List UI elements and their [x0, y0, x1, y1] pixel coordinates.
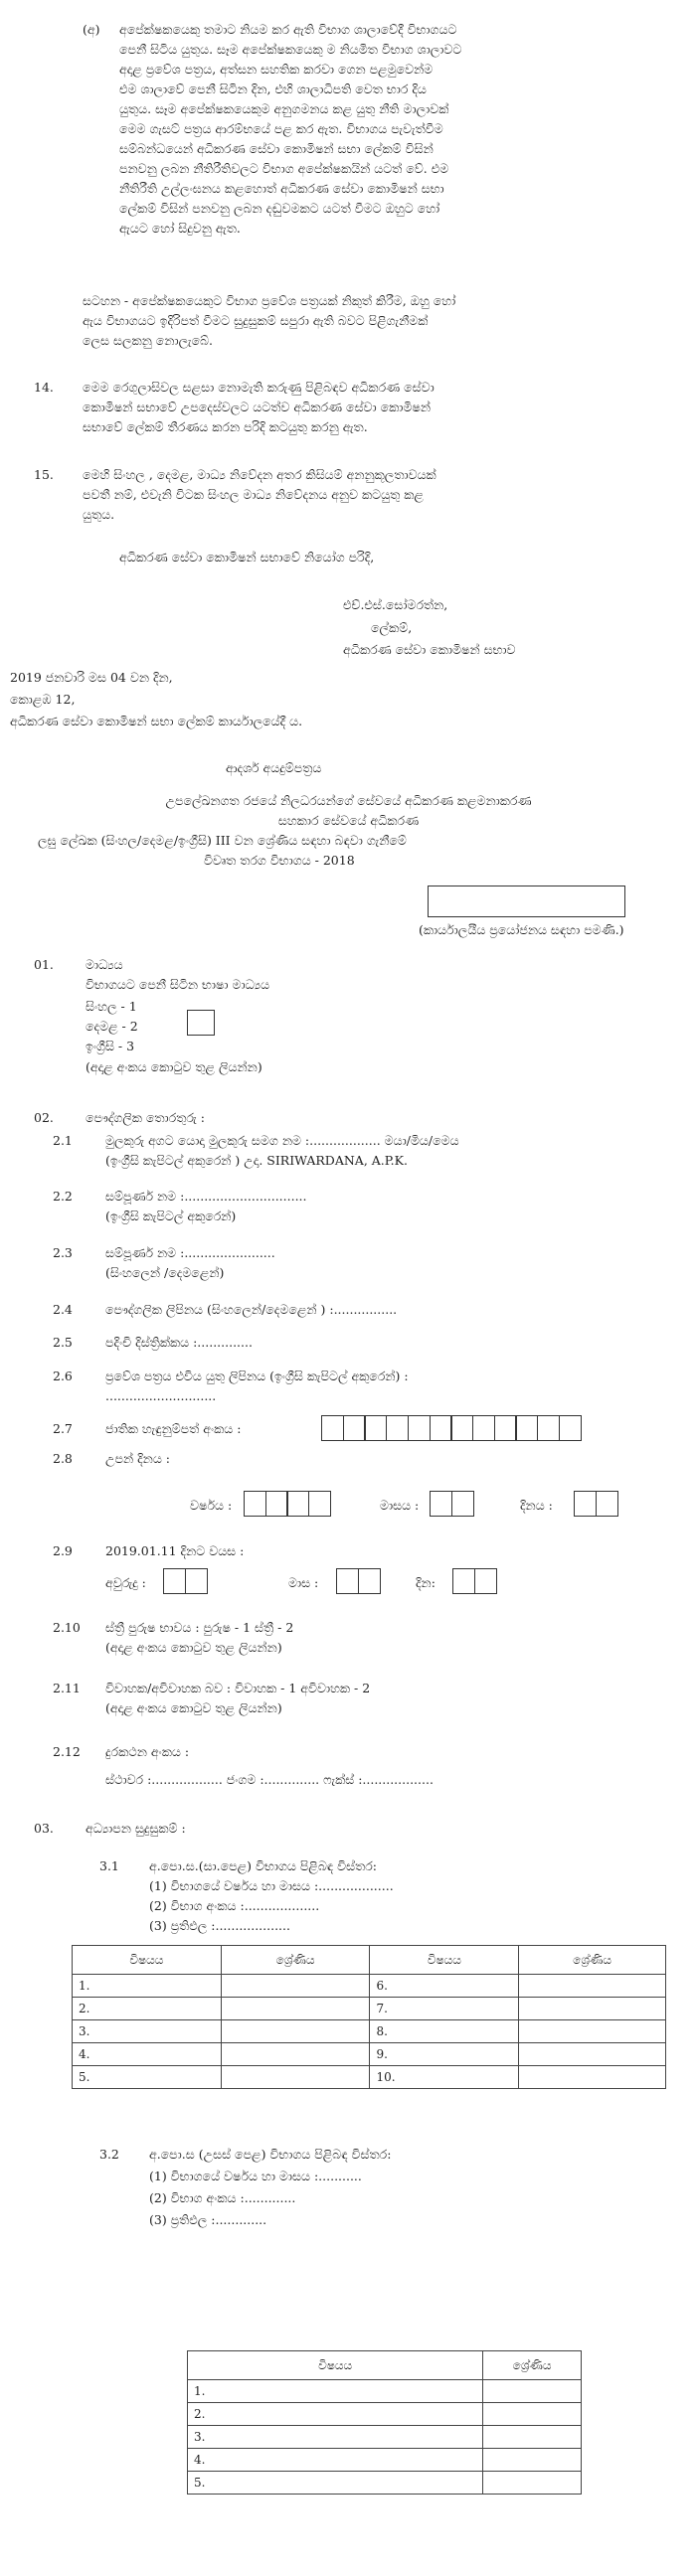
- item-2-8-text: උපන් දිනය :: [105, 1451, 170, 1466]
- item-2-10-text: ස්ත්‍රී පුරුෂ භාවය : පුරුෂ - 1 ස්ත්‍රී - 2: [105, 1620, 294, 1635]
- rule-13-line: පනවනු ලබන නීතිරීතිවලට විභාග අපේක්ෂකයින් යටත් වේ. එම: [119, 161, 449, 176]
- birth-day-boxes[interactable]: [574, 1491, 616, 1517]
- item-3-1-line-3[interactable]: (3) ප්‍රතිඵල :...................: [149, 1918, 290, 1933]
- table-cell[interactable]: [519, 2066, 666, 2089]
- table-row: [73, 1975, 666, 1998]
- rule-15-text: [83, 465, 436, 525]
- table-cell[interactable]: 6.: [370, 1975, 519, 1998]
- signature-office: අධිකරණ සේවා කොමිෂන් සභාව: [343, 642, 516, 657]
- item-2-9-text: 2019.01.11 දිනට වයස :: [105, 1543, 245, 1558]
- column-header: ශ්‍රේණිය: [221, 1946, 370, 1975]
- rule-14-line: සභාවේ ලේකම් තීරණය කරන පරිදි කටයුතු කරනු ඇත.: [83, 419, 368, 434]
- rule-14-text: [83, 378, 435, 437]
- column-header: විෂයය: [73, 1946, 222, 1975]
- item-2-12-text: දුරකථන අංකය :: [105, 1744, 190, 1759]
- item-2-6-text[interactable]: ප්‍රවේශ පත්‍රය එවිය යුතු ලිපිනය (ඉංග්‍රීසි කැපිටල් අකුරෙන්) :: [105, 1368, 409, 1383]
- item-3-2-number: 3.2: [99, 2147, 119, 2162]
- table-cell[interactable]: [519, 1998, 666, 2020]
- table-row: [188, 2380, 582, 2403]
- rule-15-line: පවතී නම්, එවැනි විටක සිංහල මාධ්‍ය නිවේදනය අනුව කටයුතු කළ: [83, 487, 424, 502]
- nic-number-boxes[interactable]: [321, 1415, 580, 1441]
- item-2-10-hint: (අදාළ අංකය කොටුව තුළ ලියන්න): [105, 1640, 282, 1655]
- section-03-number: 03.: [34, 1821, 54, 1836]
- table-cell[interactable]: [519, 1975, 666, 1998]
- signature-name: එච්.එස්.සෝමරත්න,: [343, 597, 448, 612]
- table-cell[interactable]: 5.: [188, 2472, 483, 2495]
- table-cell[interactable]: [483, 2380, 582, 2403]
- age-years-label: අවුරුදු :: [105, 1575, 146, 1590]
- table-cell[interactable]: [519, 2043, 666, 2066]
- section-03-label: අධ්‍යාපන සුදුසුකම් :: [86, 1821, 186, 1836]
- age-months-label: මාස :: [288, 1575, 319, 1590]
- order-line: අධිකරණ සේවා කොමිෂන් සභාවේ නියෝග පරිදි,: [119, 550, 375, 564]
- item-3-2-title: අ.පො.ස (උසස් පෙළ) විභාගය පිළිබඳ විස්තර:: [149, 2147, 392, 2162]
- table-cell[interactable]: 8.: [370, 2020, 519, 2043]
- table-cell[interactable]: 5.: [73, 2066, 222, 2089]
- note-line: ඇය විභාගයට ඉදිරිපත් වීමට සුදුසුකම් සපුරා ඇති බවට පිළිගැනීමක්: [83, 313, 429, 328]
- form-title-line-4: විවෘත තරග විභාගය - 2018: [204, 853, 355, 868]
- birth-day-label: දිනය :: [520, 1498, 553, 1513]
- ol-results-table: [72, 1945, 666, 2089]
- dateline-date: 2019 ජනවාරි මස 04 වන දින,: [10, 670, 173, 685]
- rule-14-line: මෙම රෙගුලාසිවල සළසා නොමැති කරුණු පිළිබඳව අධිකරණ සේවා: [83, 380, 435, 395]
- item-2-3-hint: (සිංහලෙන් /දෙමළෙන්): [105, 1265, 225, 1280]
- form-title-line-1: උපලේඛනගත රජයේ නිලධරයන්ගේ සේවයේ අධිකරණ කළමනාකරණ: [165, 793, 532, 808]
- rule-13-line: අපේක්ෂකයෙකු තමාට නියම කර ඇති විභාග ශාලාවේදී විභාගයට: [119, 22, 457, 37]
- table-row: [73, 2043, 666, 2066]
- birth-year-label: වර්ෂය :: [190, 1498, 233, 1513]
- table-header-row: [188, 2351, 582, 2380]
- note-text: [83, 291, 455, 351]
- item-3-2-line-3[interactable]: (3) ප්‍රතිඵල :.............: [149, 2212, 267, 2227]
- table-cell[interactable]: [221, 1998, 370, 2020]
- table-row: [188, 2449, 582, 2472]
- table-cell[interactable]: [483, 2472, 582, 2495]
- birth-month-label: මාසය :: [380, 1498, 420, 1513]
- medium-input-box[interactable]: [187, 1010, 215, 1036]
- item-2-2-text[interactable]: සම්පූර්ණ නම :...............................: [105, 1189, 307, 1204]
- birth-month-boxes[interactable]: [430, 1491, 472, 1517]
- item-2-6-line[interactable]: ............................: [105, 1388, 217, 1403]
- rule-13-text: [119, 20, 676, 239]
- form-title-line-3: ලඝු ලේඛක (සිංහල/දෙමළ/ඉංග්‍රීසි) III වන ශ්‍රේණිය සඳහා බඳවා ගැනීමේ: [38, 833, 407, 848]
- table-cell[interactable]: 3.: [73, 2020, 222, 2043]
- table-cell[interactable]: 4.: [188, 2449, 483, 2472]
- rule-13-line: ඇයට හෝ සිදුවනු ඇත.: [119, 221, 241, 236]
- item-2-1-hint: (ඉංග්‍රීසි කැපිටල් අකුරෙන් ) උදා. SIRIWARDANA, A.P.K.: [105, 1153, 408, 1168]
- table-cell[interactable]: [221, 2020, 370, 2043]
- note-line: සටහන - අපේක්ෂකයෙකුට විභාග ප්‍රවේශ පත්‍රයක් නිකුත් කිරීම, ඔහු හෝ: [83, 293, 456, 308]
- table-cell[interactable]: 2.: [73, 1998, 222, 2020]
- table-row: [73, 1998, 666, 2020]
- item-2-1-number: 2.1: [53, 1133, 73, 1148]
- section-01-hint: (අදාළ අංකය කොටුව තුළ ලියන්න): [86, 1059, 262, 1074]
- table-cell[interactable]: [483, 2426, 582, 2449]
- table-row: [73, 2066, 666, 2089]
- table-cell[interactable]: [483, 2403, 582, 2426]
- rule-15-line: මෙහි සිංහල , දෙමළ, මාධ්‍ය නිවේදන අතර කිසියම් අනනුකූලතාවයක්: [83, 467, 436, 482]
- medium-option: ඉංග්‍රීසි - 3: [86, 1039, 135, 1053]
- item-3-2-line-1[interactable]: (1) විභාගයේ වර්ෂය හා මාසය :...........: [149, 2169, 362, 2183]
- rule-14-number: 14.: [34, 380, 54, 395]
- rule-15-number: 15.: [34, 467, 54, 482]
- column-header: විෂයය: [188, 2351, 483, 2380]
- rule-15-line: යුතුය.: [83, 507, 115, 522]
- item-2-2-number: 2.2: [53, 1189, 73, 1204]
- table-cell[interactable]: [519, 2020, 666, 2043]
- column-header: ශ්‍රේණිය: [483, 2351, 582, 2380]
- rule-13-line: නීතිරීති උල්ලංඝනය කළහොත් අධිකරණ සේවා කොමිෂන් සභා: [119, 181, 444, 196]
- table-cell[interactable]: [221, 2043, 370, 2066]
- table-cell[interactable]: 4.: [73, 2043, 222, 2066]
- item-3-1-number: 3.1: [99, 1858, 119, 1873]
- dateline-office: අධිකරණ සේවා කොමිෂන් සභා ලේකම් කාර්යාලයේදී ය.: [10, 714, 303, 728]
- section-02-label: පෞද්ගලික තොරතුරු :: [86, 1110, 205, 1125]
- rule-13-marker: (අ): [83, 22, 100, 37]
- item-2-5-text[interactable]: පදිංචි දිස්ත්‍රික්කය :..............: [105, 1335, 253, 1350]
- column-header: ශ්‍රේණිය: [519, 1946, 666, 1975]
- section-02-number: 02.: [34, 1110, 54, 1125]
- medium-option: සිංහල - 1: [86, 999, 137, 1014]
- rule-13-line: මෙම ගැසට් පත්‍රය ආරම්භයේ පළ කර ඇත. විභාගය පැවැත්වීම: [119, 121, 443, 136]
- item-2-11-hint: (අදාළ අංකය කොටුව තුළ ලියන්න): [105, 1700, 282, 1715]
- form-header: ආදර්ශ අයදුම්පත්‍රය: [226, 760, 322, 775]
- rule-13-line: යුතුය. සෑම අපේක්ෂකයෙකුම අනුගමනය කළ යුතු නීති මාලාවක්: [119, 101, 449, 116]
- table-row: [188, 2426, 582, 2449]
- item-2-7-text: ජාතික හැඳුනුම්පත් අංකය :: [105, 1421, 242, 1436]
- item-2-6-number: 2.6: [53, 1368, 73, 1383]
- birth-year-boxes[interactable]: [244, 1491, 330, 1517]
- item-3-1-line-1[interactable]: (1) විභාගයේ වර්ෂය හා මාසය :...................: [149, 1878, 394, 1893]
- rule-13-line: එම ශාලාවේ පෙනී සිටින දින, එහි ශාලාධිපති වෙත භාර දිය: [119, 81, 427, 96]
- item-2-7-number: 2.7: [53, 1421, 73, 1436]
- item-2-11-text: විවාහක/අවිවාහක බව : විවාහක - 1 අවිවාහක - 2: [105, 1681, 371, 1695]
- table-row: [188, 2403, 582, 2426]
- rule-13-line: අදාළ ප්‍රවේශ පත්‍රය, අත්සන සහතික කරවා ගෙන පළමුවෙන්ම: [119, 62, 434, 77]
- age-years-boxes[interactable]: [163, 1568, 206, 1594]
- item-2-8-number: 2.8: [53, 1451, 73, 1466]
- table-cell[interactable]: [221, 1975, 370, 1998]
- table-cell[interactable]: 2.: [188, 2403, 483, 2426]
- rule-13-line: සම්බන්ධයෙන් අධිකරණ සේවා කොමිෂන් සභා ලේකම් විසින්: [119, 141, 434, 156]
- form-title-line-2: සහකාර සේවයේ අධිකරණ: [277, 813, 420, 828]
- item-2-4-number: 2.4: [53, 1302, 73, 1317]
- section-01-sub: විභාගයට පෙනී සිටින භාෂා මාධ්‍යය: [86, 977, 270, 992]
- age-days-label: දින:: [416, 1575, 436, 1590]
- item-2-11-number: 2.11: [53, 1681, 81, 1695]
- table-cell[interactable]: 1.: [73, 1975, 222, 1998]
- item-2-2-hint: (ඉංග්‍රීසි කැපිටල් අකුරෙන්): [105, 1208, 237, 1223]
- rule-13-line: පෙනී සිටිය යුතුය. සෑම අපේක්ෂකයෙකු ම නියමිත විභාග ශාලාවට: [119, 42, 462, 57]
- table-cell[interactable]: 1.: [188, 2380, 483, 2403]
- office-use-box[interactable]: [428, 886, 625, 917]
- table-cell[interactable]: 3.: [188, 2426, 483, 2449]
- table-cell[interactable]: [221, 2066, 370, 2089]
- note-line: ලෙස සලකනු නොලැබේ.: [83, 333, 214, 348]
- table-header-row: [73, 1946, 666, 1975]
- column-header: විෂයය: [370, 1946, 519, 1975]
- item-2-4-text[interactable]: පෞද්ගලික ලිපිනය (සිංහලෙන්/දෙමළෙන් ) :................: [105, 1302, 398, 1317]
- al-results-table: [187, 2350, 582, 2495]
- dateline-place: කොළඹ 12,: [10, 692, 76, 707]
- medium-option: දෙමළ - 2: [86, 1019, 138, 1034]
- age-months-boxes[interactable]: [336, 1568, 379, 1594]
- rule-13-line: ලේකම් විසින් පනවනු ලබන දඬුවමකට යටත් වීමට ඔහුට හෝ: [119, 201, 440, 216]
- table-row: [188, 2472, 582, 2495]
- item-3-2-line-2[interactable]: (2) විභාග අංකය :.............: [149, 2190, 296, 2205]
- table-cell[interactable]: 9.: [370, 2043, 519, 2066]
- section-01-number: 01.: [34, 957, 54, 972]
- rule-14-line: කොමිෂන් සභාවේ උපදෙස්වලට යටත්ව අධිකරණ සේවා කොමිෂන්: [83, 400, 432, 414]
- item-2-10-number: 2.10: [53, 1620, 81, 1635]
- item-2-3-text[interactable]: සම්පූර්ණ නම :.......................: [105, 1245, 275, 1260]
- section-01-label: මාධ්‍යය: [86, 957, 123, 972]
- item-2-3-number: 2.3: [53, 1245, 73, 1260]
- item-3-1-title: අ.පො.ස.(සා.පෙළ) විභාගය පිළිබඳ විස්තර:: [149, 1858, 378, 1873]
- item-2-9-number: 2.9: [53, 1543, 73, 1558]
- office-use-label: (කාර්යාලයීය ප්‍රයෝජනය සඳහා පමණි.): [419, 922, 624, 937]
- age-days-boxes[interactable]: [452, 1568, 495, 1594]
- signature-title: ලේකම්,: [371, 620, 413, 635]
- table-cell[interactable]: 7.: [370, 1998, 519, 2020]
- table-cell[interactable]: 10.: [370, 2066, 519, 2089]
- item-3-1-line-2[interactable]: (2) විභාග අංකය :...................: [149, 1898, 320, 1913]
- item-2-5-number: 2.5: [53, 1335, 73, 1350]
- table-cell[interactable]: [483, 2449, 582, 2472]
- item-2-1-text[interactable]: මුලකුරු අගට යොදා මුලකුරු සමග නම :.................. මයා/මිය/මෙය: [105, 1133, 459, 1148]
- item-2-12-number: 2.12: [53, 1744, 81, 1759]
- phone-fields[interactable]: ස්ථාවර :.................. ජංගම :.............. ෆැක්ස් :..................: [105, 1772, 434, 1787]
- table-row: [73, 2020, 666, 2043]
